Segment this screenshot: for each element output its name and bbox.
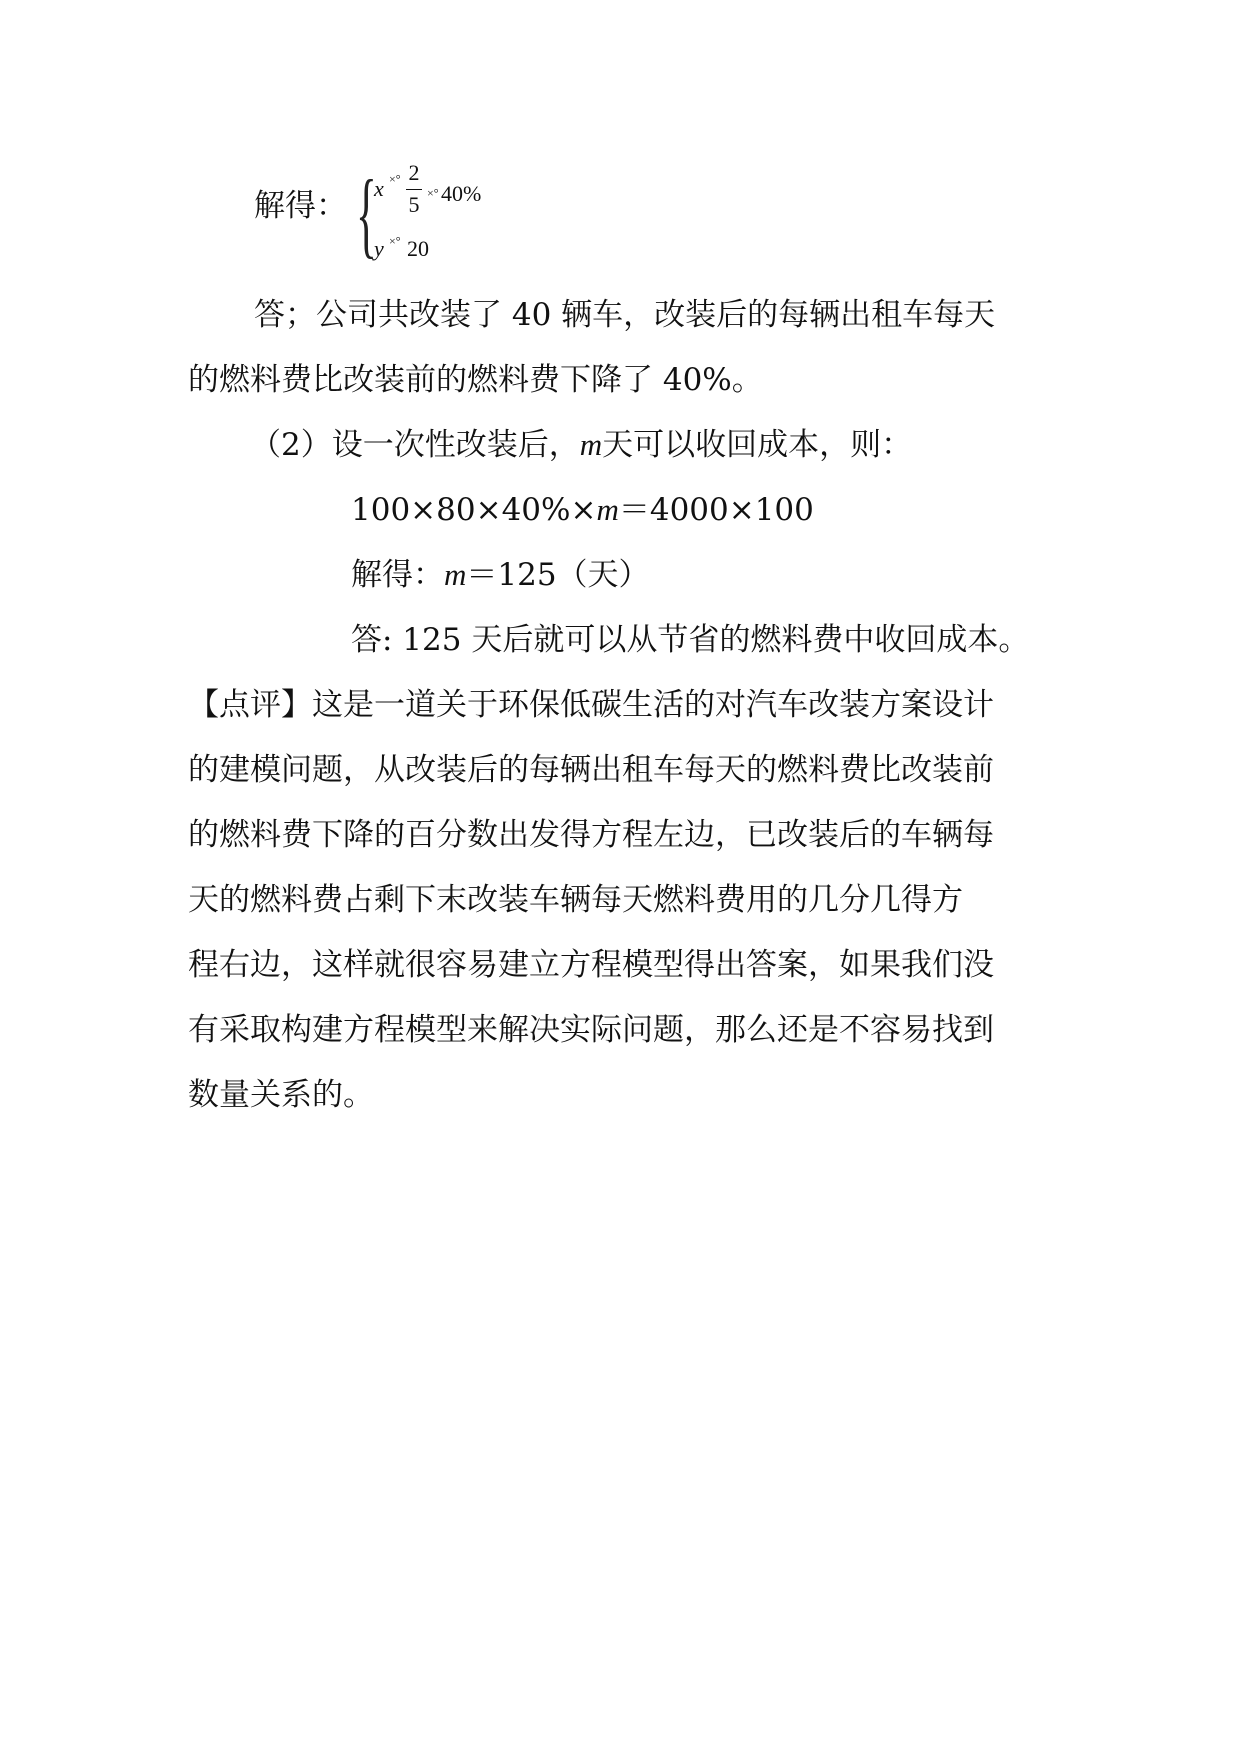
solution-label: 解得： [254,188,347,224]
answer-line-2: 的燃料费比改装前的燃料费下降了 40%。 [188,362,763,398]
system-row1-garble2: ×° [427,186,439,200]
comment-line-3: 的燃料费下降的百分数出发得方程左边，已改装后的车辆每 [188,817,994,853]
fraction-denominator: 5 [408,192,420,217]
system-row2-value: 20 [407,236,429,261]
variable-m: m [596,492,619,527]
part2-equation: 100×80×40%×m＝4000×100 [351,492,814,528]
left-brace: { [356,160,377,267]
part2-setup: （2）设一次性改装后，m天可以收回成本，则： [250,427,913,463]
answer-line-1: 答；公司共改装了 40 辆车，改装后的每辆出租车每天 [254,297,996,333]
system-row2-garble: ×° [389,234,401,248]
comment-line-4: 天的燃料费占剩下末改装车辆每天燃料费用的几分几得方 [188,882,963,918]
fraction-bar [406,189,422,190]
comment-line-1: 【点评】这是一道关于环保低碳生活的对汽车改装方案设计 [188,687,994,723]
variable-m: m [444,557,467,592]
comment-line-7: 数量关系的。 [188,1077,374,1113]
system-row1-value: 40% [441,181,482,206]
variable-m: m [579,427,603,462]
part2-answer: 答: 125 天后就可以从节省的燃料费中收回成本。 [351,622,1030,658]
system-row1-var: x [374,176,384,201]
fraction-numerator: 2 [408,160,420,185]
system-row2-var: y [374,236,384,261]
comment-line-5: 程右边，这样就很容易建立方程模型得出答案，如果我们没 [188,947,994,983]
system-row1-garble: ×° [389,172,401,186]
part2-solution: 解得：m＝125（天） [351,557,650,593]
comment-line-2: 的建模问题，从改装后的每辆出租车每天的燃料费比改装前 [188,752,994,788]
comment-line-6: 有采取构建方程模型来解决实际问题，那么还是不容易找到 [188,1012,994,1048]
